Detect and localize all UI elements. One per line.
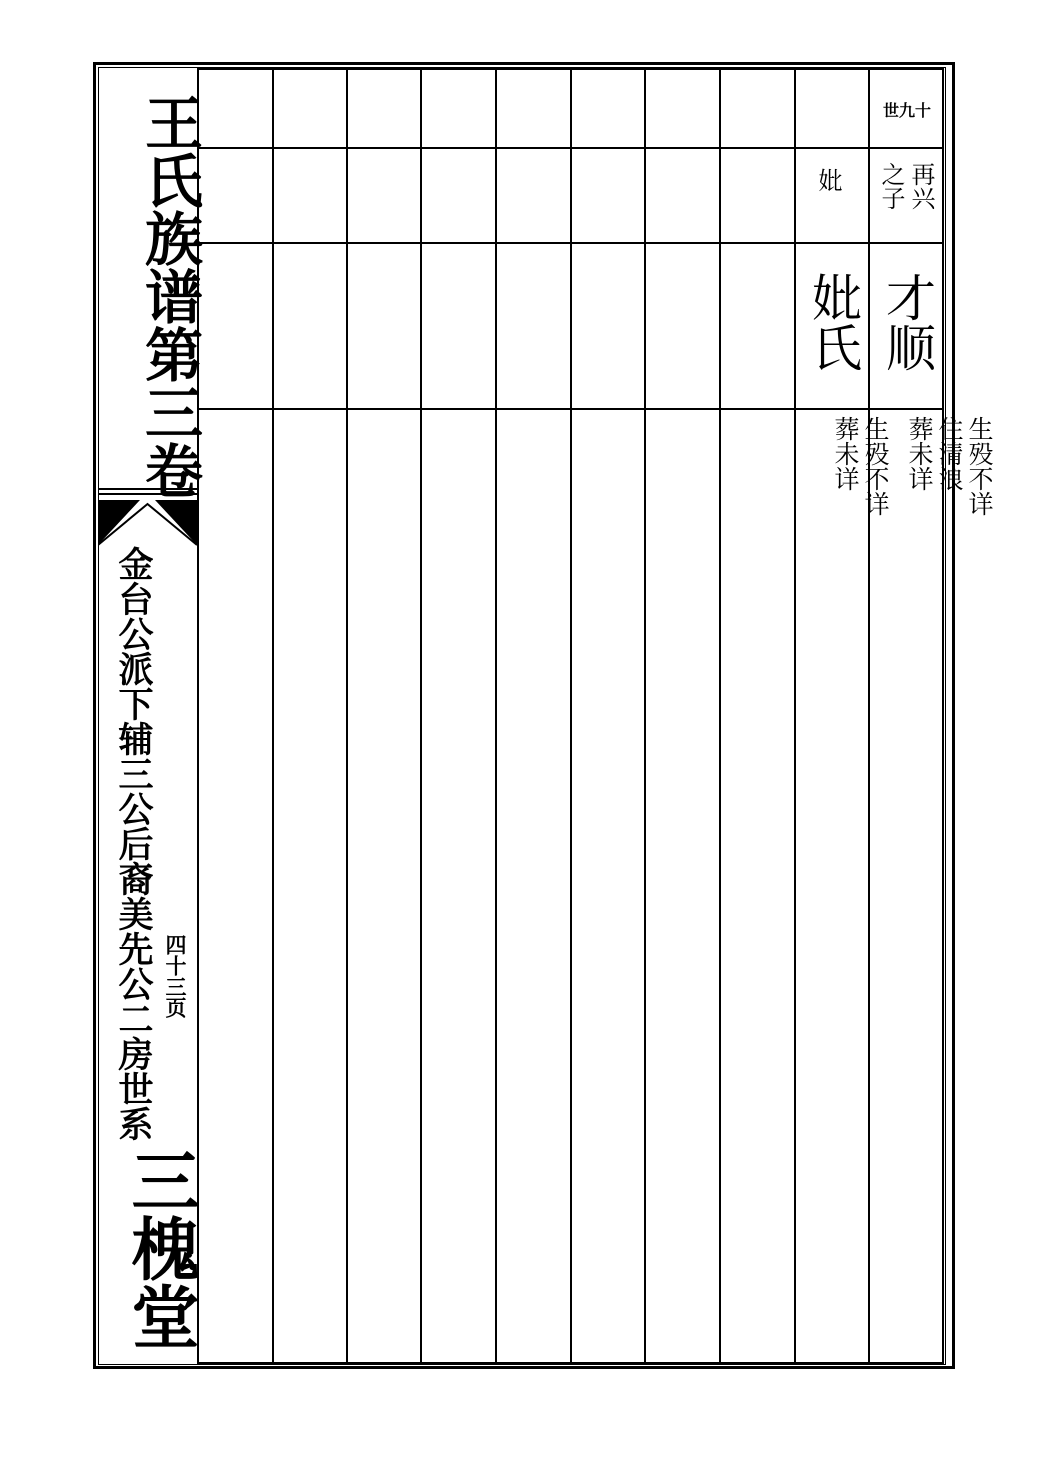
mother-label: 妣 <box>814 168 842 192</box>
note-line: 住清浪 <box>935 416 964 491</box>
person-notes <box>904 416 994 766</box>
spine-column <box>98 68 203 1364</box>
book-title: 王氏族谱第三卷 <box>135 93 203 499</box>
hall-name: 三槐堂 <box>120 1146 200 1350</box>
grid-column-line <box>794 68 796 1364</box>
grid-column-line <box>570 68 572 1364</box>
fishtail-ornament <box>98 500 197 550</box>
page-number: 四十三页 <box>163 934 188 1018</box>
grid-row-line <box>197 242 944 244</box>
note-line: 葬未详 <box>831 416 860 491</box>
father-note: 再兴之子 <box>877 162 935 210</box>
spouse-name: 妣氏 <box>804 272 862 372</box>
person-name: 才顺 <box>878 272 936 372</box>
grid-column-line <box>272 68 274 1364</box>
note-line: 生殁不详 <box>965 416 994 516</box>
grid-column-line <box>495 68 497 1364</box>
generation-label: 世九十 <box>882 101 931 120</box>
note-line: 生殁不详 <box>861 416 890 516</box>
spine-rule <box>98 488 197 490</box>
spine-rule <box>98 493 197 495</box>
grid-column-line <box>644 68 646 1364</box>
lineage-subtitle: 金台公派下辅三公后裔美先公二房世系 <box>113 546 154 1141</box>
grid-column-line <box>420 68 422 1364</box>
grid-column-line <box>346 68 348 1364</box>
grid-column-line <box>719 68 721 1364</box>
note-line: 葬未详 <box>905 416 934 491</box>
spouse-notes <box>830 416 890 766</box>
grid-row-line <box>197 147 944 149</box>
